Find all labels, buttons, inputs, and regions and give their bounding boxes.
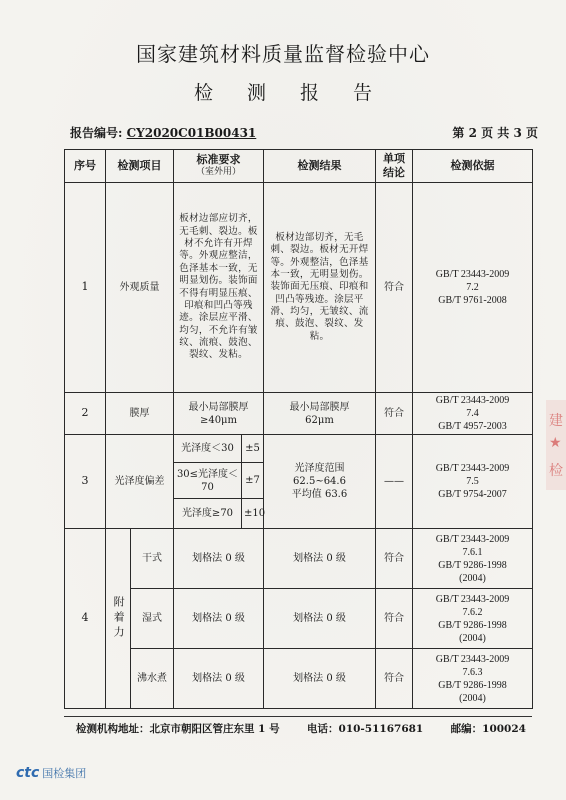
row-std: 划格法 0 级 — [174, 649, 264, 709]
row-basis — [413, 649, 533, 709]
basis-line: 7.5 — [466, 476, 479, 487]
header-seq: 序号 — [65, 150, 106, 183]
row-std: 划格法 0 级 — [174, 589, 264, 649]
header-std — [174, 150, 264, 183]
row-std — [174, 393, 264, 435]
test-results-table — [64, 149, 533, 709]
row-seq: 2 — [65, 393, 106, 435]
row-basis — [413, 435, 533, 529]
row-seq: 1 — [65, 183, 106, 393]
row-basis — [413, 589, 533, 649]
basis-line: GB/T 23443-2009 — [435, 269, 510, 280]
header-std-sub: （室外用） — [196, 167, 242, 178]
row-item: 外观质量 — [106, 183, 174, 393]
footer-phone: 电话：010-51167681 — [307, 723, 424, 735]
row-item: 膜厚 — [106, 393, 174, 435]
row-result — [264, 435, 376, 529]
footer-address: 检测机构地址：北京市朝阳区管庄东里 1 号 — [76, 723, 280, 735]
header-conclusion: 单项结论 — [376, 150, 413, 183]
footer-zip: 邮编：100024 — [450, 723, 526, 735]
row-conclusion: 符合 — [376, 393, 413, 435]
basis-line: GB/T 9761-2008 — [438, 295, 507, 306]
gloss-tolerance: ±5 — [242, 435, 264, 463]
gloss-condition: 光泽度≥70 — [174, 499, 242, 529]
adhesion-method: 湿式 — [131, 589, 174, 649]
basis-line: GB/T 23443-2009 — [435, 593, 510, 605]
basis-line: (2004) — [459, 692, 486, 704]
adhesion-method: 干式 — [131, 529, 174, 589]
company-logo — [16, 765, 86, 781]
result-line: 平均值 63.6 — [291, 489, 348, 500]
std-line: 最小局部膜厚 — [188, 401, 249, 413]
row-item — [106, 529, 131, 709]
basis-line: GB/T 9286-1998 — [438, 559, 507, 571]
result-line: 光泽度范围 — [294, 463, 345, 474]
row-seq: 3 — [65, 435, 106, 529]
header-item: 检测项目 — [106, 150, 174, 183]
header-result: 检测结果 — [264, 150, 376, 183]
page-indicator: 第 2 页 共 3 页 — [452, 126, 538, 140]
basis-line: 7.4 — [466, 408, 479, 419]
std-line: ≥40μm — [199, 414, 238, 426]
company-name: 国检集团 — [42, 767, 87, 780]
row-seq: 4 — [65, 529, 106, 709]
basis-line: GB/T 23443-2009 — [435, 463, 510, 474]
seal-stamp-char: 建 — [549, 413, 563, 429]
footer — [76, 721, 526, 736]
ctc-logo-icon: ctc — [16, 765, 40, 781]
report-number — [70, 124, 256, 141]
row-conclusion: 符合 — [376, 183, 413, 393]
table-subrow — [65, 649, 533, 709]
basis-line: 7.6.3 — [462, 666, 483, 678]
adhesion-method: 沸水煮 — [131, 649, 174, 709]
result-line: 62.5~64.6 — [293, 476, 346, 487]
gloss-tolerance: ±7 — [242, 463, 264, 499]
row-item-vertical: 附着力 — [112, 596, 126, 641]
row-result: 划格法 0 级 — [264, 529, 376, 589]
seal-stamp-star-icon: ★ — [549, 435, 562, 451]
basis-line: 7.6.1 — [462, 546, 483, 558]
row-conclusion: 符合 — [376, 649, 413, 709]
basis-line: GB/T 23443-2009 — [435, 653, 510, 665]
report-number-label: 报告编号: — [70, 126, 123, 140]
basis-line: GB/T 23443-2009 — [435, 533, 510, 545]
table-row — [65, 393, 533, 435]
row-basis — [413, 393, 533, 435]
table-row — [65, 183, 533, 393]
row-result: 板材边部切齐，无毛刺、裂边。板材无开焊等。外观整洁，色泽基本一致，无明显划伤。装饰面无压痕、印痕和凹凸等残迹。涂层平滑、均匀，无皱纹、流痕、鼓泡、裂纹、发粘。 — [264, 183, 376, 393]
basis-line: (2004) — [459, 632, 486, 644]
header-std-title: 标准要求 — [196, 153, 241, 166]
row-conclusion: 符合 — [376, 589, 413, 649]
gloss-tolerance: ±10 — [242, 499, 264, 529]
row-conclusion: —— — [376, 435, 413, 529]
basis-line: 7.2 — [466, 282, 479, 293]
row-result — [264, 393, 376, 435]
table-row — [65, 435, 533, 463]
basis-line: 7.6.2 — [462, 606, 483, 618]
basis-line: (2004) — [459, 572, 486, 584]
gloss-condition: 30≤光泽度＜70 — [174, 463, 242, 499]
gloss-condition: 光泽度＜30 — [174, 435, 242, 463]
basis-line: GB/T 23443-2009 — [435, 395, 510, 406]
row-std: 划格法 0 级 — [174, 529, 264, 589]
basis-line: GB/T 9754-2007 — [438, 489, 507, 500]
table-row — [65, 529, 533, 589]
row-std: 板材边部应切齐，无毛刺、裂边。板材不允许有开焊等。外观应整洁，色泽基本一致，无明显划伤。装饰面不得有明显压痕、印痕和凹凸等残迹。涂层应平滑、均匀，不允许有皱纹、流痕、鼓泡、裂纹、发粘。 — [174, 183, 264, 393]
footer-divider — [64, 716, 532, 717]
seal-stamp-char: 检 — [549, 463, 563, 479]
basis-line: GB/T 9286-1998 — [438, 679, 507, 691]
header-basis: 检测依据 — [413, 150, 533, 183]
row-result: 划格法 0 级 — [264, 649, 376, 709]
basis-line: GB/T 4957-2003 — [438, 421, 507, 432]
table-subrow — [65, 589, 533, 649]
result-line: 最小局部膜厚 — [289, 401, 350, 413]
result-line: 62μm — [305, 414, 334, 426]
row-basis — [413, 529, 533, 589]
row-conclusion: 符合 — [376, 529, 413, 589]
row-basis — [413, 183, 533, 393]
row-item: 光泽度偏差 — [106, 435, 174, 529]
organization-title: 国家建筑材料质量监督检验中心 — [136, 42, 430, 66]
document-title: 检 测 报 告 — [193, 82, 387, 104]
report-number-value: CY2020C01B00431 — [126, 126, 257, 140]
table-header-row — [65, 150, 533, 183]
row-result: 划格法 0 级 — [264, 589, 376, 649]
basis-line: GB/T 9286-1998 — [438, 619, 507, 631]
